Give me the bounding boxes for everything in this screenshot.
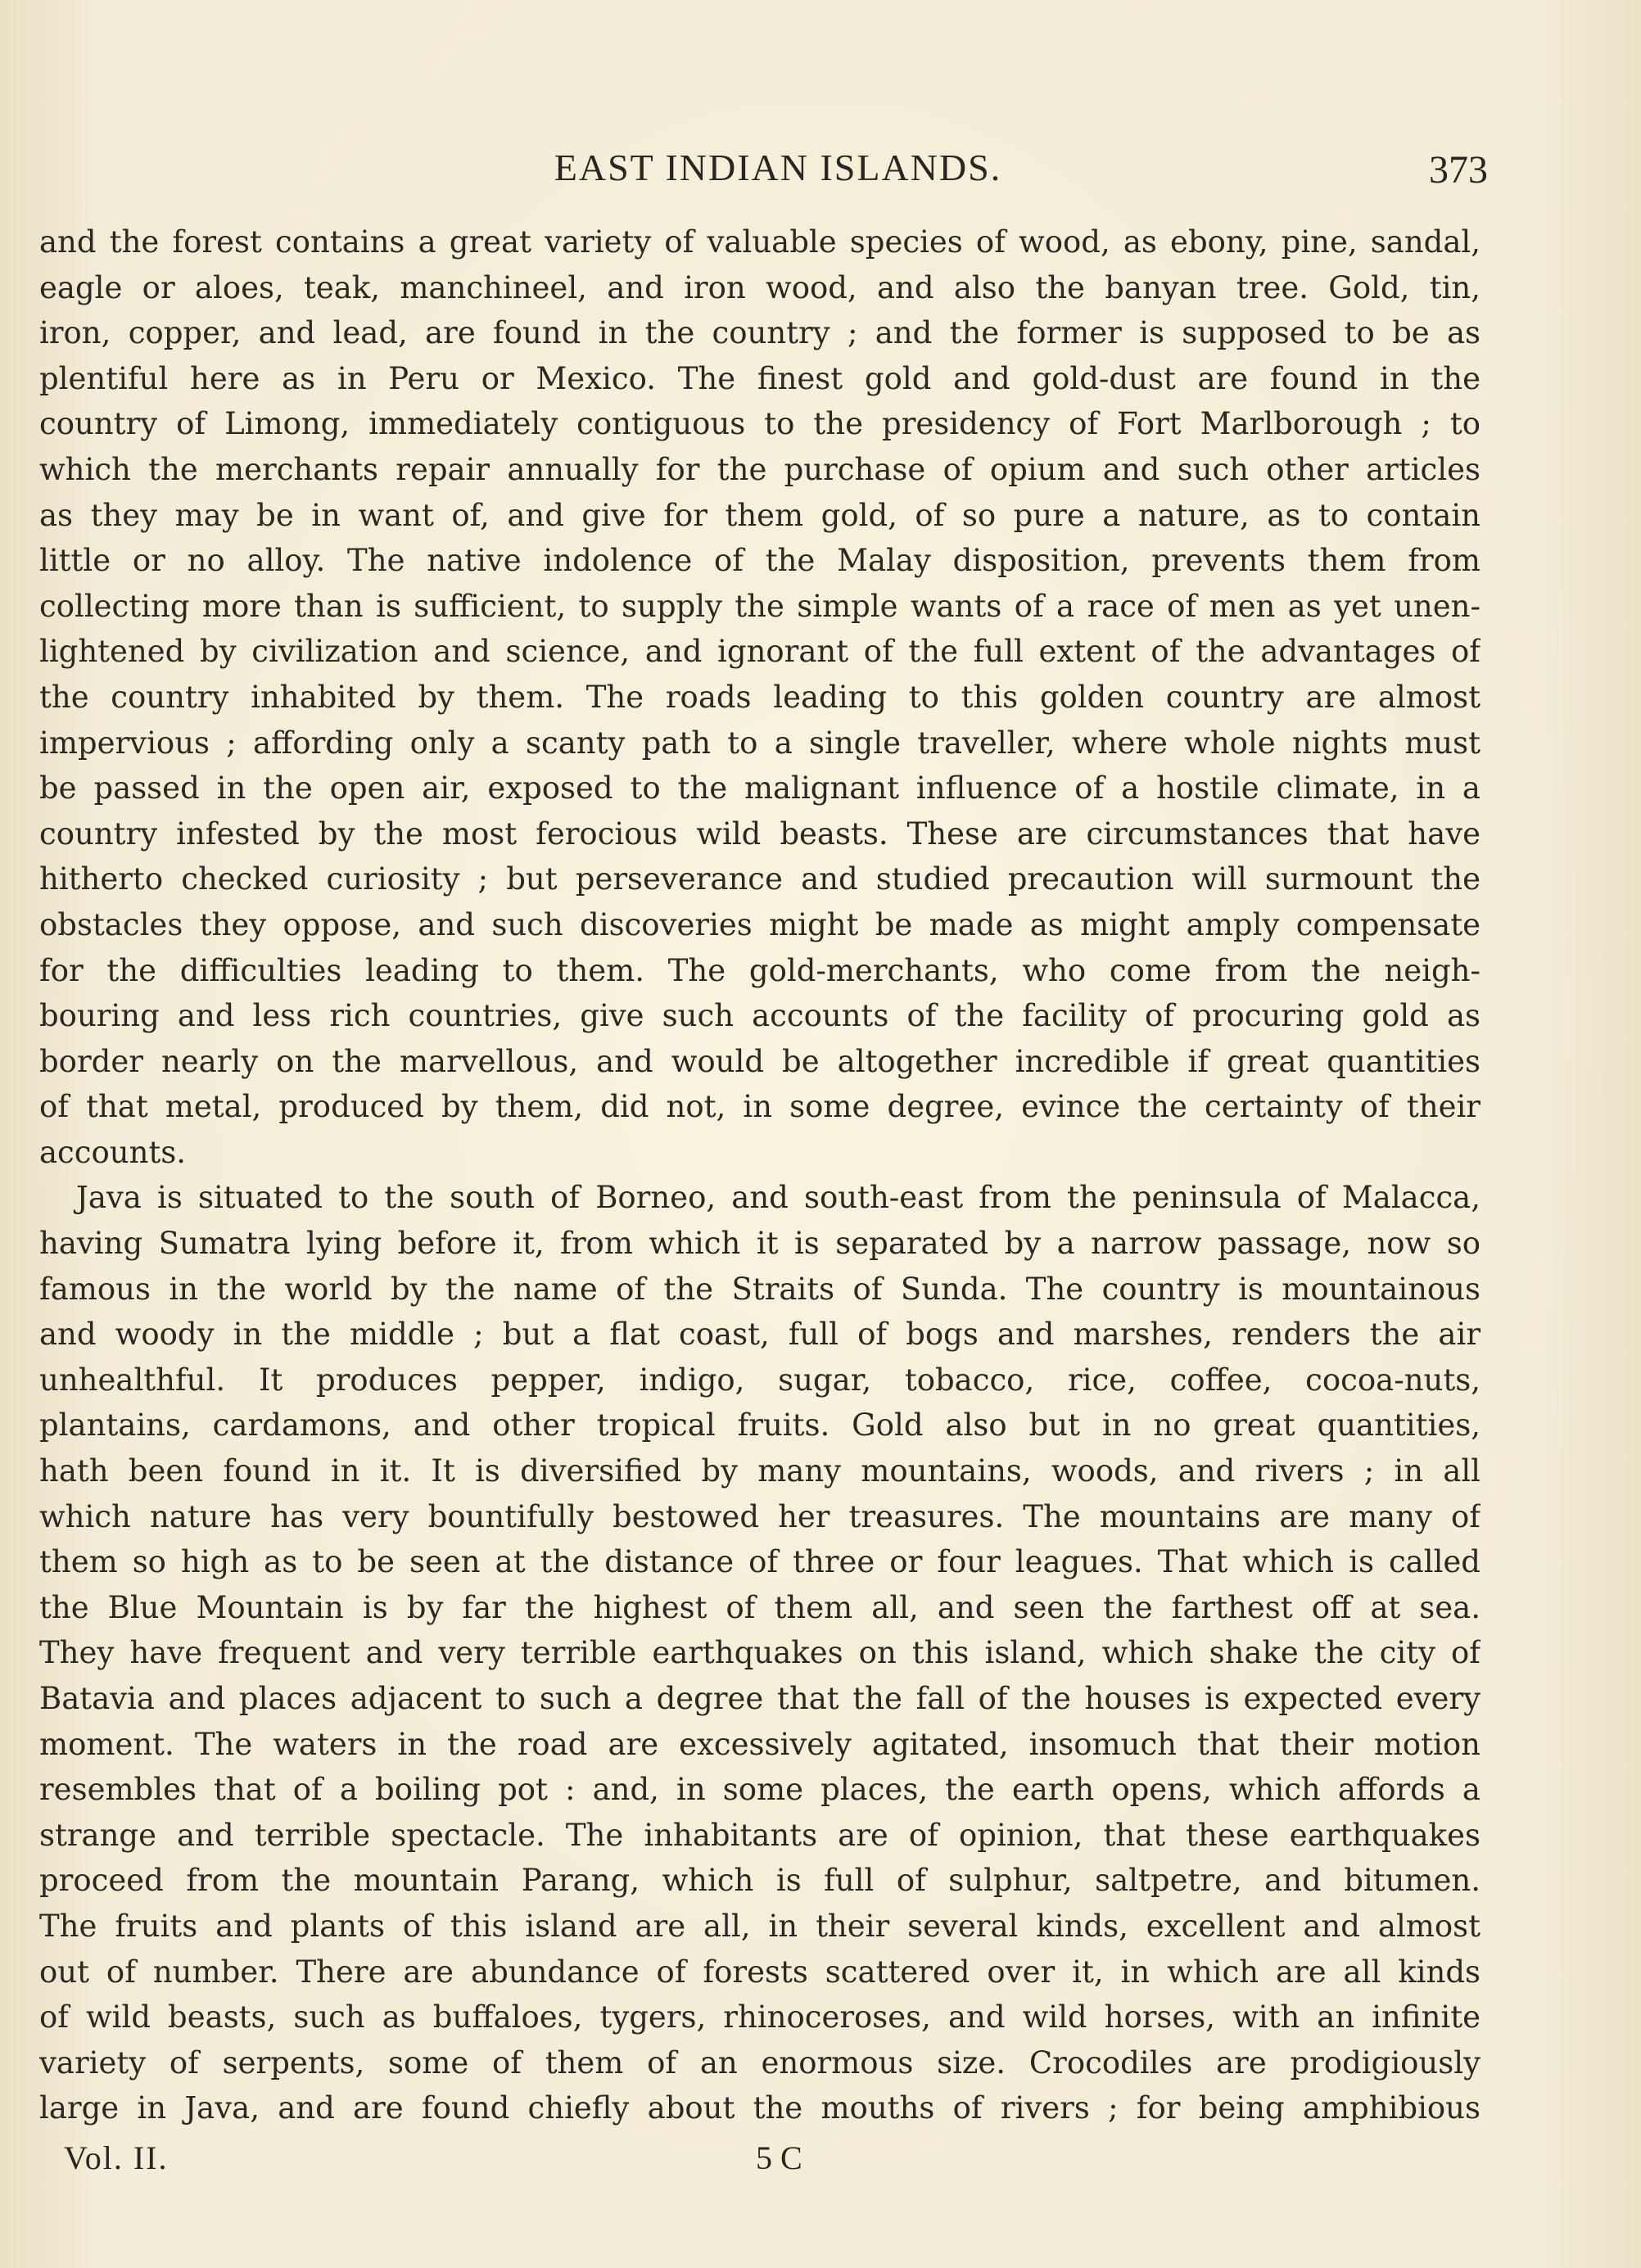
text-line: plantains, cardamons, and other tropical fruits. Gold also but in no great quantities, bbox=[39, 1407, 1481, 1443]
text-line: which nature has very bountifully bestowed her treasures. The mountains are many of bbox=[39, 1498, 1481, 1534]
text-line: strange and terrible spectacle. The inhabitants are of opinion, that these earthquakes bbox=[39, 1817, 1481, 1853]
text-line: country infested by the most ferocious wild beasts. These are circumstances that have bbox=[39, 815, 1481, 852]
text-line: out of number. There are abundance of forests scattered over it, in which are all kinds bbox=[39, 1954, 1481, 1990]
text-line: The fruits and plants of this island are all, in their several kinds, excellent and almost bbox=[39, 1908, 1481, 1944]
text-line: which the merchants repair annually for the purchase of opium and such other articles bbox=[39, 451, 1481, 487]
text-line: be passed in the open air, exposed to the malignant influence of a hostile climate, in a bbox=[39, 770, 1481, 806]
text-line: having Sumatra lying before it, from which it is separated by a narrow passage, now so bbox=[39, 1226, 1481, 1262]
text-line: for the difficulties leading to them. The gold-merchants, who come from the neigh- bbox=[39, 952, 1481, 988]
text-line: lightened by civilization and science, and ignorant of the full extent of the advantages of bbox=[39, 634, 1481, 670]
text-line: obstacles they oppose, and such discoveries might be made as might amply compensate bbox=[39, 906, 1481, 942]
text-line: the Blue Mountain is by far the highest of them all, and seen the farthest off at sea. bbox=[39, 1589, 1481, 1625]
running-head bbox=[78, 146, 1488, 195]
text-line: eagle or aloes, teak, manchineel, and iron wood, and also the banyan tree. Gold, tin, bbox=[39, 269, 1481, 305]
volume-mark: Vol. II. bbox=[64, 2139, 169, 2176]
text-line: little or no alloy. The native indolence of the Malay disposition, prevents them from bbox=[39, 543, 1481, 579]
text-line: hath been found in it. It is diversified by many mountains, woods, and rivers ; in all bbox=[39, 1453, 1481, 1489]
text-line: Batavia and places adjacent to such a degree that the fall of the houses is expected every bbox=[39, 1681, 1481, 1716]
text-line: hitherto checked curiosity ; but perseverance and studied precaution will surmount the bbox=[39, 861, 1481, 897]
text-line: the country inhabited by them. The roads leading to this golden country are almost bbox=[39, 679, 1481, 715]
signature-mark: 5 C bbox=[756, 2139, 802, 2176]
text-line: country of Limong, immediately contiguous to the presidency of Fort Marlborough ; to bbox=[39, 406, 1481, 442]
text-line: of wild beasts, such as buffaloes, tygers, rhinoceroses, and wild horses, with an infinite bbox=[39, 1999, 1481, 2035]
body-text bbox=[39, 219, 1481, 2131]
text-line: large in Java, and are found chiefly about the mouths of rivers ; for being amphibious bbox=[39, 2090, 1481, 2126]
text-line: iron, copper, and lead, are found in the country ; and the former is supposed to be as bbox=[39, 315, 1481, 351]
text-line: as they may be in want of, and give for them gold, of so pure a nature, as to contain bbox=[39, 497, 1481, 533]
text-line: plentiful here as in Peru or Mexico. The finest gold and gold-dust are found in the bbox=[39, 360, 1481, 396]
text-line: resembles that of a boiling pot : and, in some places, the earth opens, which affords a bbox=[39, 1772, 1481, 1808]
text-line: They have frequent and very terrible earthquakes on this island, which shake the city of bbox=[39, 1635, 1481, 1671]
text-line: border nearly on the marvellous, and would be altogether incredible if great quantities bbox=[39, 1043, 1481, 1079]
text-line: bouring and less rich countries, give such accounts of the facility of procuring gold as bbox=[39, 998, 1481, 1034]
text-line: them so high as to be seen at the distance of three or four leagues. That which is called bbox=[39, 1544, 1481, 1580]
text-line-paragraph-end: accounts. bbox=[39, 1134, 187, 1170]
text-line: proceed from the mountain Parang, which is full of sulphur, saltpetre, and bitumen. bbox=[39, 1863, 1481, 1899]
running-title: EAST INDIAN ISLANDS. bbox=[554, 147, 1002, 188]
text-line: variety of serpents, some of them of an enormous size. Crocodiles are prodigiously bbox=[39, 2044, 1481, 2081]
text-line: famous in the world by the name of the Straits of Sunda. The country is mountainous bbox=[39, 1271, 1481, 1307]
page-number: 373 bbox=[1429, 148, 1488, 192]
text-line: impervious ; affording only a scanty path to a single traveller, where whole nights must bbox=[39, 725, 1481, 761]
text-line: collecting more than is sufficient, to supply the simple wants of a race of men as yet unen- bbox=[39, 588, 1481, 624]
text-line: and woody in the middle ; but a flat coast, full of bogs and marshes, renders the air bbox=[39, 1317, 1481, 1353]
text-line: moment. The waters in the road are excessively agitated, insomuch that their motion bbox=[39, 1726, 1481, 1762]
text-line: and the forest contains a great variety of valuable species of wood, as ebony, pine, sandal, bbox=[39, 224, 1481, 260]
text-line: of that metal, produced by them, did not, in some degree, evince the certainty of their bbox=[39, 1089, 1481, 1125]
text-line-paragraph-start: Java is situated to the south of Borneo, and south-east from the peninsula of Malacca, bbox=[76, 1180, 1481, 1216]
page-footer bbox=[64, 2139, 883, 2188]
text-line: unhealthful. It produces pepper, indigo, sugar, tobacco, rice, coffee, cocoa-nuts, bbox=[39, 1362, 1481, 1398]
